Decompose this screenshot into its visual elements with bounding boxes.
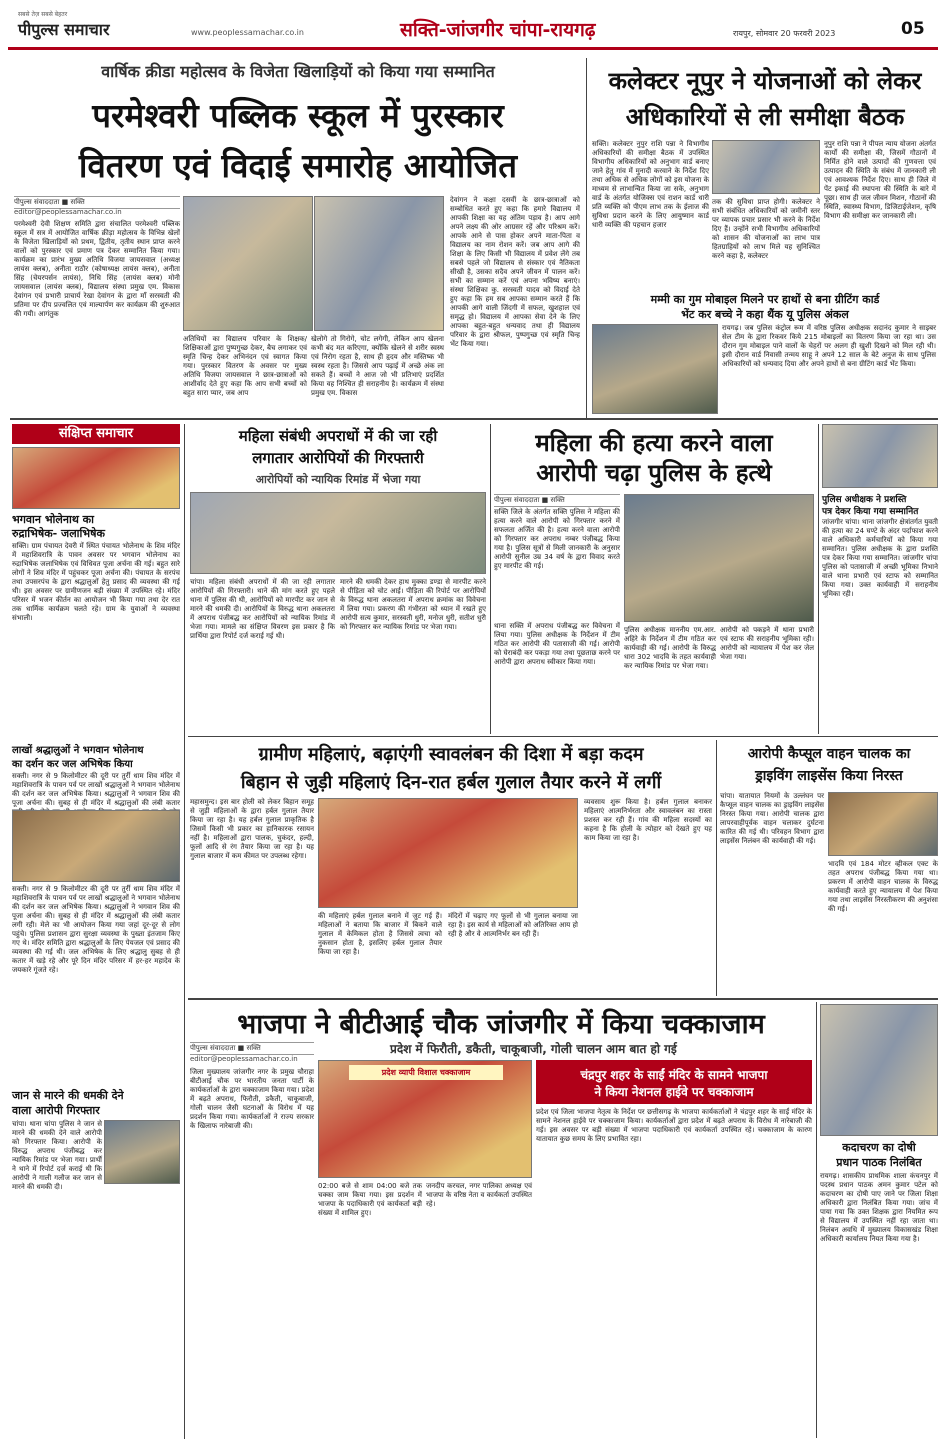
story9-side-body: प्रदेश एवं जिला भाजपा नेतृत्व के निर्देश पर छत्तीसगढ़ के भाजपा कार्यकर्ताओं ने चंद्रपुर शहर के साईं मंदिर के सामने नेशनल हाईवे पर चक्काजाम किया। कार्यकर्ताओं द्वारा प्रदेश में बढ़ते अपराध के विरोध में नारेबाजी की गई। इस अवसर पर बड़ी संख्या में भाजपा पदाधिकारी एवं कार्यकर्ता उपस्थित रहे। चक्काजाम के कारण यातायात कुछ समय के लिए प्रभावित रहा। <box>536 1108 812 1143</box>
column-divider-2 <box>490 424 491 734</box>
story1-email: editor@peoplessamachar.co.in <box>14 208 122 216</box>
story1-col3: खेलोगे तो गिरोगे, चोट लगेगी, लेकिन आप खेलना कभी बंद मत करिएगा, क्योंकि खेलने से शरीर स्वस्थ एवं निरोग रहता है, साथ ही हृदय और मस्तिष्क भी स्वस्थ रहता है। जिससे आप पढ़ाई में अच्छे अंक ला सकते हैं। बच्चों ने आज जो भी प्रतिभाएं प्रदर्शित किया वह निश्चित ही सराहनीय है। कार्यक्रम में संस्था प्रमुख एम. विकास <box>311 335 444 397</box>
brief2-headline-2: का दर्शन कर जल अभिषेक किया <box>12 759 133 770</box>
brief-photo-accused <box>104 1120 180 1184</box>
brief3-body: चांपा। थाना चांपा पुलिस ने जान से मारने की धमकी देने वाले आरोपी को गिरफ्तार किया। आरोपी के विरुद्ध अपराध पंजीबद्ध कर न्यायिक रिमांड पर भेजा गया। प्रार्थी ने थाने में रिपोर्ट दर्ज कराई थी कि आरोपी ने गाली गलौज कर जान से मारने की धमकी दी। <box>12 1120 102 1191</box>
column-divider-4 <box>716 740 717 996</box>
story3-headline-1: मम्मी का गुम मोबाइल मिलने पर हाथों से बना ग्रीटिंग कार्ड <box>650 293 880 306</box>
story8-photo-driver <box>828 792 938 856</box>
story9-subheadline: प्रदेश में फिरौती, डकैती, चाकूबाजी, गोली चालन आम बात हो गई <box>390 1042 677 1056</box>
story9-byline: पीपुल्स संवाददाता ■ सक्ति <box>190 1042 314 1055</box>
story8-headline-1: आरोपी कैप्सूल वाहन चालक का <box>747 746 911 762</box>
story9-side-headline-2: ने किया नेशनल हाईवे पर चक्काजाम <box>594 1085 754 1099</box>
story1-kicker: वार्षिक क्रीडा महोत्सव के विजेता खिलाड़ियों को किया गया सम्मानित <box>101 62 495 81</box>
story1-photo-stage <box>314 196 444 331</box>
story4-subheadline: आरोपियों को न्यायिक रिमांड में भेजा गया <box>255 473 421 486</box>
story10-headline-1: कदाचरण का दोषी <box>842 1141 916 1154</box>
story1-headline-1: परमेश्वरी पब्लिक स्कूल में पुरस्कार <box>92 96 504 135</box>
story9-photo-protest <box>318 1060 532 1178</box>
masthead <box>8 6 938 50</box>
brief1-headline-2: रुद्राभिषेक- जलाभिषेक <box>12 527 105 540</box>
story8-body: चांपा। यातायात नियमों के उल्लंघन पर कैप्सूल वाहन चालक का ड्राइविंग लाइसेंस निरस्त किया गया। आरोपी चालक द्वारा लापरवाहीपूर्वक वाहन चलाकर दुर्घटना कारित की गई थी। परिवहन विभाग द्वारा लाइसेंस निलंबन की कार्यवाही की गई। <box>720 792 824 845</box>
story9-headline: भाजपा ने बीटीआई चौक जांजगीर में किया चक्काजाम <box>237 1009 765 1040</box>
logo-text: पीपुल्स समाचार <box>18 20 110 39</box>
story3-photo-police <box>592 324 718 414</box>
story10-body: रायगढ़। शासकीय प्राथमिक शाला कंचनपुर में पदस्थ प्रधान पाठक अमन कुमार पटेल को कदाचरण का दोषी पाए जाने पर जिला शिक्षा अधिकारी द्वारा निलंबित किया गया। जांच में पाया गया कि उक्त शिक्षक द्वारा नियमित रूप से विद्यालय में उपस्थित नहीं रहा जाता था। निलंबन अवधि में मुख्यालय विकासखंड शिक्षा अधिकारी कार्यालय नियत किया गया है। <box>820 1172 938 1243</box>
story9-side-box <box>536 1060 812 1104</box>
issue-date: रायपुर, सोमवार 20 फरवरी 2023 <box>733 29 836 38</box>
story2-col1: सक्ति। कलेक्टर नुपुर राशि पन्ना ने विभागीय अधिकारियों की समीक्षा बैठक में उपस्थित विभागीय अधिकारियों को अनुभाग वार्ड बनाए जाने हेतु गांव में मुनादी करवाने के निर्देश दिए तथा अधिक से अधिक लोगों को इस योजना के माध्यम से लाभान्वित किया जा सके, अनुभाग वार्ड के अंतर्गत योजिक्स एवं राशन कार्ड धारी प्रति व्यक्ति को पीएम लाभ तक के ईलाज की सुविधा प्रदान करने के लिए आयुष्मान कार्ड धारी व्यक्ति की पहचान हजार <box>592 140 709 229</box>
story5-byline: पीपुल्स संवाददाता ■ सक्ति <box>494 494 620 507</box>
story7-headline-1: ग्रामीण महिलाएं, बढ़ाएंगी स्वावलंबन की दिशा में बड़ा कदम <box>258 744 644 765</box>
story5-photo-police <box>624 494 814 622</box>
story1-col4: देवांगन ने कक्षा दसवीं के छात्र-छात्राओं को सम्बोधित करते हुए कहा कि हमारे विद्यालय में आपकी शिक्षा का यह अंतिम पड़ाव है। आप आगे अपने लक्ष्य की ओर आग्रसर रहें और परिश्रम करें। आपके आने से पास होकर अपने माता-पिता व विद्यालय का नाम रोशन करें। जब आप आगे की शिक्षा के लिए किसी भी विद्यालय में प्रवेश लेंगे तब सबसे पहले जो विद्यालय से संस्कार एवं नैतिकता सीखी है, उसका सदैव अपने जीवन में पालन करें। सभी का सम्मान करें एवं अपना भविष्य बनाएं। संस्था शिक्षिका कु. सरस्वती यादव को विदाई देते हुए कहा कि हम सब आपका सम्मान करते हैं कि आपकी आगे वाली जिंदगी में सफल, खुशहाल एवं समृद्ध हो। विद्यालय में आपका सेवा देने के लिए आपका बहुत-बहुत धन्यवाद तथा ही विद्यालय परिवार के द्वारा श्रीफल, पुष्पगुच्छ एवं स्मृति चिन्ह भेंट किया गया। <box>450 196 580 348</box>
brief1-body: सक्ति। ग्राम पंचायत देवरी में स्थित पंचायत भोलेनाथ के शिव मंदिर में महाशिवरात्रि के पावन अवसर पर भगवान भोलेनाथ का रुद्राभिषेक जलाभिषेक एवं विधिवत पूजा अर्चना की गई। बहुत सारे लोगों ने शिव मंदिर में पहुंचकर पूजा अर्चना की। पंचायत के सरपंच तथा उपसरपंच के द्वारा श्रद्धालुओं हेतु प्रसाद की व्यवस्था की गई थी। इस अवसर पर ग्रामीणजन बड़ी संख्या में उपस्थित रहे। मंदिर परिसर में भजन कीर्तन का आयोजन भी किया गया तथा देर रात तक धार्मिक कार्यक्रम चलते रहे। ग्राम के युवाओं ने व्यवस्था संभाली। <box>12 542 180 622</box>
story3-headline-2: भेंट कर बच्चे ने कहा थैंक यू पुलिस अंकल <box>681 308 849 321</box>
story9-col1: जिला मुख्यालय जांजगीर नगर के प्रमुख चौराहा बीटीआई चौक पर भारतीय जनता पार्टी के कार्यकर्ताओं के द्वारा चक्काजाम किया गया। प्रदेश में बढ़ते अपराध, फिरौती, डकैती, चाकूबाजी, गोली चालन जैसी घटनाओं के विरोध में यह प्रदर्शन किया गया। कार्यकर्ताओं ने राज्य सरकार के खिलाफ नारेबाजी की। <box>190 1068 314 1130</box>
column-divider <box>586 58 587 420</box>
story5-col3: पुलिस अधीक्षक माननीय एम.आर. अहिरे के निर्देशन में टीम गठित कर कार्यवाही की गई। आरोपी के विरुद्ध धारा 302 भादवि के तहत कार्यवाही कर न्यायिक रिमांड पर भेजा गया। <box>624 626 716 670</box>
story2-col3: नूपुर राशि पन्ना ने पीपल न्याय योजना अंतर्गत कार्यों की समीक्षा की, जिसमें गौठानों में निर्मित होने वाले उत्पादों की गुणवत्ता एवं उत्पादन की स्थिति के संबंध में जानकारी ली एवं आवश्यक निर्देश दिए। साथ ही जिले में पेंट इकाई की स्थापना की स्थिति के बारे में पूछा। साथ ही जल जीवन मिशन, गौठानों की स्थिति, स्वास्थ्य विभाग, डिजिटाईजेशन, कृषि विभाग की समीक्षा कर जानकारी ली। <box>824 140 936 220</box>
story6-headline-2: पत्र देकर किया गया सम्मानित <box>822 507 919 517</box>
story2-col2: तक की सुविधा प्राप्त होगी। कलेक्टर ने सभी संबंधित अधिकारियों को जमीनी स्तर पर व्यापक प्रचार प्रसार भी करने के निर्देश दिए हैं। उन्होंने सभी विभागीय अधिकारियों को शासन की योजनाओं का लाभ पात्र हितग्राहियों को लाभ मिले यह सुनिश्चित करने कहा है, कलेक्टर <box>712 198 820 260</box>
story9-col2: 02:00 बजे से शाम 04:00 बजे तक चक्का जाम किया गया। इस प्रदर्शन में भाजपा के पदाधिकारी एवं कार्यकर्ता बड़ी संख्या में शामिल हुए। <box>318 1182 422 1217</box>
page-number: 05 <box>901 19 925 39</box>
story5-col4: आरोपी को पकड़ने में थाना प्रभारी एवं स्टाफ की सराहनीय भूमिका रही। आरोपी को न्यायालय में पेश कर जेल भेजा गया। <box>720 626 814 661</box>
story4-col2: मारने की धमकी देकर हाथ मुक्का डण्डा से मारपीट करने से पीड़िता को चोट आई। पीड़िता की रिपोर्ट पर आरोपियों के विरुद्ध थाना अकलतरा में अपराध क्रमांक का विवेचना में लिया गया। प्रकरण की गंभीरता को ध्यान में रखते हुए आरोपी सत्य कुमार, सरस्वती धुरी, मनोज धुरी, सतीश धुरी को गिरफ्तार कर न्यायिक रिमांड पर भेजा गया। <box>340 578 486 631</box>
column-divider-3 <box>818 424 819 734</box>
story5-headline-2: आरोपी चढ़ा पुलिस के हत्थे <box>536 459 772 487</box>
story1-col2: अतिथियों का विद्यालय परिवार के शिक्षक/शिक्षिकाओं द्वारा पुष्पगुच्छ देकर, बैच लगाकर एवं स्मृति चिन्ह देकर अभिनंदन एवं स्वागत किया गया। पुरस्कार वितरण के अवसर पर मुख्य अतिथि विजया जायसवाल ने छात्र-छात्राओं को आशीर्वाद देते हुए कहा कि आप सभी बच्चों को बहुत सारा प्यार, जब आप <box>183 335 307 397</box>
column-divider-5 <box>816 1002 817 1438</box>
story1-headline-2: वितरण एवं विदाई समारोह आयोजित <box>78 146 518 185</box>
story4-col1: चांपा। महिला संबंधी अपराधों में की जा रही लगातार आरोपियों की गिरफ्तारी। थाने की मांग करते हुए पहले थाना में पुलिस की थी, आरोपियों को मारपीट कर जान से मारने की धमकी दी। आरोपियों के विरुद्ध थाना अकलतरा में अपराध पंजीबद्ध कर आरोपियों को न्यायिक रिमांड में भेजा गया। मामले का संक्षिप्त विवरण इस प्रकार है कि प्रार्थिया द्वारा रिपोर्ट दर्ज कराई गई थी। <box>190 578 335 640</box>
story5-headline-1: महिला की हत्या करने वाला <box>535 429 773 457</box>
section-rule <box>10 418 938 420</box>
brief2-headline-1: लाखों श्रद्धालुओं ने भगवान भोलेनाथ <box>12 745 144 756</box>
story2-headline-2: अधिकारियों से ली समीक्षा बैठक <box>625 103 905 131</box>
story2-photo-meeting <box>712 140 820 194</box>
story3-body: रायगढ़। जब पुलिस कंट्रोल रूम में वरिष्ठ पुलिस अधीक्षक सदानंद कुमार ने साइबर सेल टीम के द्वारा रिकवर किये 215 मोबाइलों का वितरण किया जा रहा था। उस दौरान गुम मोबाइल पाने वालों के चेहरों पर अलग ही खुशी दिखने को मिल रही थी। इसी दौरान वार्ड निवासी तन्मय साहू ने अपने 12 साल के बेटे अनुज के साथ पुलिस अधिकारियों को धन्यवाद दिया और अपने हाथों से बना ग्रीटिंग कार्ड भेंट किया। <box>722 324 936 368</box>
story4-photo-arrest <box>190 492 486 574</box>
brief-photo-crowd <box>12 810 180 882</box>
website: www.peoplessamachar.co.in <box>191 28 304 37</box>
brief-header: संक्षिप्त समाचार <box>58 426 134 441</box>
story4-headline-1: महिला संबंधी अपराधों में की जा रही <box>238 427 438 445</box>
story7-col2: की महिलाएं हर्बल गुलाल बनाने में जुट गई हैं। महिलाओं ने बताया कि बाजार में बिकने वाले गुलाल में केमिकल होता है जिससे त्वचा को नुकसान होता है, इसलिए हर्बल गुलाल तैयार किया जा रहा है। <box>318 912 442 956</box>
story7-photo-gulal <box>318 798 578 908</box>
story7-headline-2: बिहान से जुड़ी महिलाएं दिन-रात हर्बल गुलाल तैयार करने में लगीं <box>240 772 662 793</box>
story6-photo-sp <box>822 424 938 488</box>
logo <box>18 10 188 40</box>
story5-col2: थाना सक्ति में अपराध पंजीबद्ध कर विवेचना में लिया गया। पुलिस अधीक्षक के निर्देशन में टीम गठित कर आरोपी की पतासाजी की गई। आरोपी को घेराबंदी कर पकड़ा गया तथा पूछताछ करने पर आरोपी द्वारा अपराध स्वीकार किया गया। <box>494 622 620 666</box>
story1-photo-award <box>183 196 313 331</box>
story8-headline-2: ड्राइविंग लाइसेंस किया निरस्त <box>755 768 903 784</box>
edition-title: सक्ति-जांजगीर चांपा-रायगढ़ <box>400 19 596 41</box>
section-rule-2 <box>188 736 938 737</box>
section-rule-3 <box>188 998 938 1000</box>
story7-col3: मंदिरों में चढ़ाए गए फूलों से भी गुलाल बनाया जा रहा है। इस कार्य से महिलाओं को अतिरिक्त आय हो रही है और वे आत्मनिर्भर बन रही हैं। <box>448 912 578 938</box>
brief1-headline-1: भगवान भोलेनाथ का <box>12 513 94 526</box>
story1-byline: पीपुल्स संवाददाता ■ सक्ति <box>14 196 180 209</box>
story10-headline-2: प्रधान पाठक निलंबित <box>836 1156 922 1169</box>
story1-col1: परमेश्वरी देवी शिक्षण समिति द्वारा संचालित परमेश्वरी पब्लिक स्कूल में सत्र में आयोजित वार्षिक क्रीड़ा महोत्सव के विभिन्न खेलों के विजेता खिलाड़ियों को प्रथम, द्वितीय, तृतीय स्थान प्राप्त करने वालों को पुरस्कार एवं प्रमाण पत्र देकर सम्मानित किया गया। कार्यक्रम का प्रारंभ मुख्य अतिथि विजया जायसवाल (अध्यक्ष लायंस क्लब), अनीता राठौर (कोषाध्यक्ष लायंस क्लब), अनीता सिंह (चेयरपर्सन लायंस), निधि सिंह (लायंस क्लब) मोनी जायसवाल (लायंस क्लब), विद्यालय संस्था प्रमुख एम. विकास देवांगन एवं प्रभारी प्राचार्य रेखा देवांगन के द्वारा माँ सरस्वती की प्रतिमा पर दीप प्रज्वलित एवं माल्यार्पण कर कार्यक्रम की शुरुआत की गयी। आगंतुक <box>14 220 180 318</box>
story9-email: editor@peoplessamachar.co.in <box>190 1055 298 1063</box>
brief-header-bar <box>12 424 180 444</box>
story6-body: जांजगीर चांपा। थाना जांजगीर क्षेत्रांतर्गत युवती की हत्या का 24 घण्टे के अंदर पर्दाफाश करने वाले अधिकारी कर्मचारियों को किया गया सम्मानित। पुलिस अधीक्षक के द्वारा प्रशस्ति पत्र देकर किया गया सम्मानित। जांजगीर चांपा पुलिस को पतासाजी में अच्छी भूमिका निभाने वाले थाना प्रभारी एवं स्टाफ को सम्मानित किया गया। उक्त कार्यवाही में सराहनीय भूमिका रही। <box>822 518 938 598</box>
story5-col1: सक्ति जिले के अंतर्गत सक्ति पुलिस ने महिला की हत्या करने वाले आरोपी को गिरफ्तार करने में सफलता अर्जित की है। हत्या करने वाला आरोपी को गिरफ्तार कर अपराध नम्बर पंजीबद्ध किया गया है। पुलिस सूत्रों से मिली जानकारी के अनुसार आरोपी सुनील उम्र 34 वर्ष के द्वारा विवाद करते हुए मारपीट की गई। <box>494 508 620 570</box>
story9-banner: प्रदेश व्यापी विशाल चक्काजाम <box>349 1065 503 1080</box>
story9-side-headline-1: चंद्रपुर शहर के साईं मंदिर के सामने भाजपा <box>580 1068 768 1082</box>
logo-tagline: सबसे तेज़ सबसे बेहतर <box>18 11 68 18</box>
brief2-body: सक्ती। नगर से 9 किलोमीटर की दूरी पर तुर्री धाम शिव मंदिर में महाशिवरात्रि के पावन पर्व पर लाखों श्रद्धालुओं ने भगवान भोलेनाथ की दर्शन कर जल अभिषेक किया। श्रद्धालुओं ने भगवान शिव की पूजा अर्चना की। सुबह से ही मंदिर में श्रद्धालुओं की लंबी कतार लगी रही। मेले का भी आयोजन किया गया जहां दूर-दूर से लोग पहुंचे। पुलिस प्रशासन द्वारा सुरक्षा व्यवस्था के पुख्ता इंतजाम किए गए थे। मंदिर समिति द्वारा श्रद्धालुओं के लिए पेयजल एवं प्रसाद की व्यवस्था की गई थी। जल अभिषेक के लिए श्रद्धालु सुबह से ही कतार में खड़े रहे और पूरे दिन मंदिर परिसर में हर-हर महादेव के जयकारे गूंजते रहे। <box>12 885 180 974</box>
story8-body-2: भादवि एवं 184 मोटर व्हीकल एक्ट के तहत अपराध पंजीबद्ध किया गया था। प्रकरण में आरोपी वाहन चालक के विरुद्ध कार्यवाही करते हुए न्यायालय में पेश किया गया तथा लाइसेंस निरस्तीकरण की अनुशंसा की गई। <box>828 860 938 913</box>
brief-photo-temple <box>12 447 180 509</box>
story6-headline-1: पुलिस अधीक्षक ने प्रशस्ति <box>822 495 907 505</box>
story10-photo-teacher <box>820 1004 938 1136</box>
story7-col4: व्यवसाय शुरू किया है। हर्बल गुलाल बनाकर महिलाएं आत्मनिर्भरता और स्वावलंबन का रास्ता प्रशस्त कर रही हैं। गांव की महिला सदस्यों का कहना है कि होली के त्योहार को देखते हुए यह काम किया जा रहा है। <box>584 798 712 842</box>
briefs-divider <box>184 424 185 1439</box>
story4-headline-2: लगातार आरोपियों की गिरफ्तारी <box>252 449 424 467</box>
story7-col1: महासमुन्द। इस बार होली को लेकर बिहान समूह से जुड़ी महिलाओं के द्वारा हर्बल गुलाल तैयार किया जा रहा है। यह हर्बल गुलाल प्राकृतिक है जिसमें किसी भी प्रकार का हानिकारक रसायन नहीं है। महिलाओं द्वारा पालक, चुकंदर, हल्दी, फूलों आदि से रंग तैयार किया जा रहा है। यह गुलाल बाजार में कम कीमत पर उपलब्ध रहेगा। <box>190 798 314 860</box>
story9-col3: जनदीप करचल, नगर पालिका अध्यक्ष एवं भाजपा के वरिष्ठ नेता व कार्यकर्ता उपस्थित रहे। <box>426 1182 532 1208</box>
brief3-headline-1: जान से मारने की धमकी देने <box>12 1089 124 1102</box>
brief3-headline-2: वाला आरोपी गिरफ्तार <box>12 1104 100 1117</box>
story2-headline-1: कलेक्टर नूपुर ने योजनाओं को लेकर <box>608 67 922 95</box>
brief2-body-top: सक्ती। नगर से 9 किलोमीटर की दूरी पर तुर्री धाम शिव मंदिर में महाशिवरात्रि के पावन पर्व पर लाखों श्रद्धालुओं ने भगवान भोलेनाथ की दर्शन कर जल अभिषेक किया। श्रद्धालुओं ने भगवान शिव की पूजा अर्चना की। सुबह से ही मंदिर में श्रद्धालुओं की लंबी कतार <box>12 772 180 807</box>
